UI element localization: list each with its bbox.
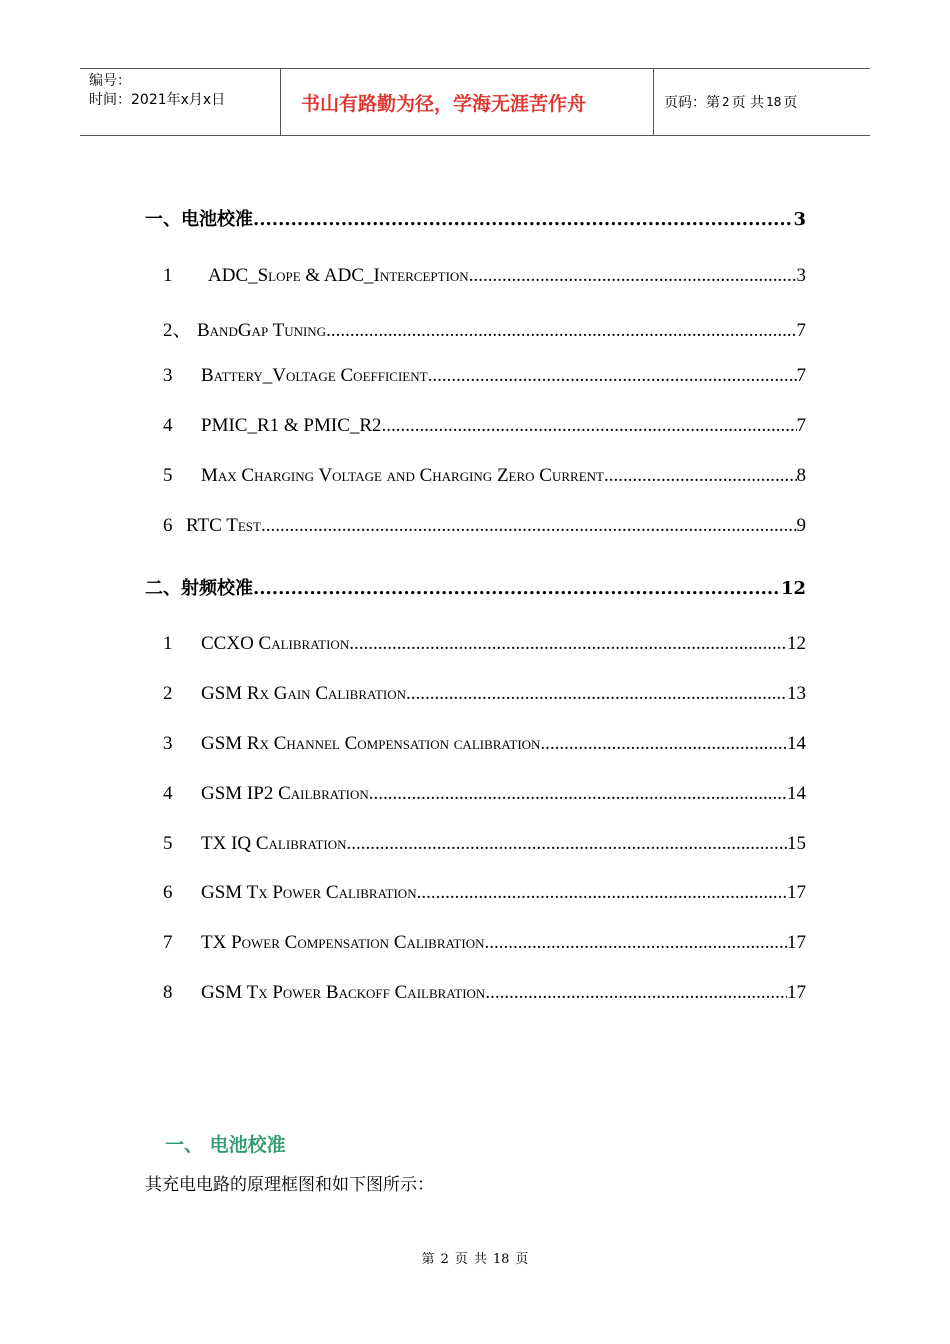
page-footer (0, 1248, 950, 1267)
toc-entry[interactable] (163, 683, 806, 709)
toc-entry-page: 15 (787, 833, 806, 854)
toc-entry-page: 12 (787, 633, 806, 654)
toc-entry[interactable] (145, 574, 806, 600)
toc-entry-number: 6 (163, 515, 173, 536)
toc-entry-page: 7 (796, 365, 806, 386)
toc-leader-dots (326, 320, 796, 341)
toc-entry-number: 一、 (145, 209, 181, 230)
footer-prefix: 第 (421, 1252, 435, 1267)
toc-entry-number: 2 (163, 683, 173, 704)
toc-entry-page: 17 (787, 982, 806, 1003)
toc-entry-title: CCXO Calibration (201, 633, 350, 654)
footer-mid2: 共 (473, 1252, 487, 1267)
toc-entry[interactable] (163, 982, 806, 1008)
toc-entry-page: 17 (787, 882, 806, 903)
header-page-mid: 页 共 (731, 95, 765, 111)
toc-entry-page: 3 (793, 209, 806, 230)
toc-entry-page: 13 (787, 683, 806, 704)
section-body-text: 其充电电路的原理框图和如下图所示： (145, 1175, 434, 1195)
toc-entry-title: Max Charging Voltage and Charging Zero Current (201, 465, 604, 486)
toc-leader-dots (540, 733, 787, 755)
footer-total: 18 (492, 1252, 510, 1267)
header-meta (80, 69, 281, 135)
header-date: 时间：2021年x月x日 (89, 92, 226, 108)
toc-leader-dots (369, 783, 787, 805)
toc-entry-title: TX IQ Calibration (201, 833, 347, 854)
header-number-label: 编号： (89, 73, 131, 89)
toc-leader-dots (261, 515, 797, 537)
toc-entry-title: 电池校准 (181, 209, 253, 230)
header-page-prefix: 页码：第 (664, 95, 720, 111)
toc-leader-dots (604, 465, 797, 487)
toc-entry[interactable] (163, 515, 806, 541)
toc-entry-title: PMIC_R1 & PMIC_R2 (201, 415, 382, 436)
toc-entry-number: 3 (163, 733, 173, 754)
toc-entry-title: GSM Tx Power Calibration (201, 882, 417, 903)
toc-entry-page: 14 (787, 783, 806, 804)
toc-entry-number: 4 (163, 783, 173, 804)
toc-entry[interactable] (163, 365, 806, 391)
header-page-info (654, 69, 870, 135)
toc-entry[interactable] (163, 265, 806, 291)
page-header (80, 68, 870, 136)
toc-entry-title: ADC_Slope & ADC_Interception (208, 265, 469, 286)
toc-entry-page: 12 (780, 578, 806, 599)
toc-leader-dots (485, 982, 787, 1004)
toc-entry-number: 6 (163, 882, 173, 903)
toc-entry-page: 9 (796, 515, 806, 536)
toc-entry-page: 17 (787, 932, 806, 953)
toc-entry[interactable] (163, 833, 806, 859)
footer-suffix: 页 (515, 1252, 529, 1267)
toc-entry-page: 14 (787, 733, 806, 754)
footer-mid1: 页 (454, 1252, 468, 1267)
toc-entry-title: Battery_Voltage Coefficient (201, 365, 428, 386)
toc-entry-title: GSM Rx Channel Compensation calibration (201, 733, 541, 754)
toc-entry[interactable] (163, 633, 806, 659)
toc-entry-number: 5 (163, 465, 173, 486)
toc-entry[interactable] (163, 415, 806, 441)
toc-entry-number: 1 (163, 633, 173, 654)
section-heading: 一、 电池校准 (165, 1134, 286, 1156)
toc-entry[interactable] (163, 315, 806, 341)
toc-entry[interactable] (163, 733, 806, 759)
toc-entry-number: 4 (163, 415, 173, 436)
toc-entry-title: GSM Tx Power Backoff Cailbration (201, 982, 486, 1003)
toc-entry[interactable] (163, 882, 806, 908)
toc-leader-dots (417, 882, 787, 904)
toc-leader-dots (382, 415, 797, 437)
toc-entry-number: 2、 (163, 320, 192, 341)
toc-entry[interactable] (145, 205, 806, 231)
header-page-total: 18 (766, 95, 782, 109)
toc-leader-dots (406, 683, 787, 705)
toc-entry-number: 二、 (145, 578, 181, 599)
toc-entry-title: RTC Test (186, 515, 261, 536)
toc-leader-dots (253, 578, 781, 599)
toc-entry-number: 1 (163, 265, 173, 286)
toc-entry[interactable] (163, 932, 806, 958)
toc-leader-dots (253, 209, 793, 230)
header-page-suffix: 页 (783, 95, 798, 111)
header-motto: 书山有路勤为径，学海无涯苦作舟 (281, 69, 654, 135)
toc-entry-page: 7 (796, 415, 806, 436)
toc-entry-page: 8 (796, 465, 806, 486)
toc-entry-title: GSM Rx Gain Calibration (201, 683, 406, 704)
toc-entry-number: 3 (163, 365, 173, 386)
toc-entry[interactable] (163, 465, 806, 491)
toc-entry-number: 5 (163, 833, 173, 854)
footer-current: 2 (440, 1252, 449, 1267)
toc-entry[interactable] (163, 783, 806, 809)
toc-leader-dots (428, 365, 797, 387)
toc-entry-page: 3 (796, 265, 806, 286)
toc-entry-page: 7 (796, 320, 806, 341)
toc-leader-dots (347, 833, 787, 855)
toc-leader-dots (484, 932, 787, 954)
header-page-current: 2 (722, 95, 730, 109)
toc-entry-title: TX Power Compensation Calibration (201, 932, 485, 953)
toc-entry-number: 8 (163, 982, 173, 1003)
toc-entry-title: BandGap Tuning (197, 320, 327, 341)
toc-leader-dots (469, 265, 797, 287)
toc-entry-title: 射频校准 (181, 578, 253, 599)
toc-entry-number: 7 (163, 932, 173, 953)
toc-entry-title: GSM IP2 Cailbration (201, 783, 369, 804)
toc-leader-dots (349, 633, 787, 655)
